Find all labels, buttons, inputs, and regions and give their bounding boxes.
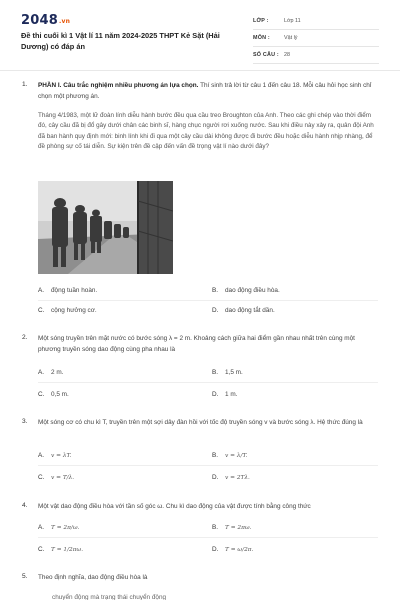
meta-key: LỚP : <box>253 18 269 24</box>
meta-key: MÔN : <box>253 35 270 41</box>
soldiers-bridge-photo <box>38 181 173 274</box>
option-b[interactable]: B. v = λ/T. <box>212 452 248 459</box>
option-b[interactable]: B. T = 2πω. <box>212 524 252 531</box>
meta-value: Vật lý <box>284 35 298 41</box>
question-text: Một sóng cơ có chu kì T, truyền trên một sợi dây đàn hồi với tốc độ truyền sóng v và bước sóng λ. Hệ thức đúng là <box>38 419 363 426</box>
question-number: 3. <box>22 418 28 425</box>
meta-key: SỐ CÂU : <box>253 52 279 58</box>
option-c[interactable]: C. T = 1/2πω. <box>38 546 84 553</box>
option-partial[interactable]: chuyển động mà trạng thái chuyển động <box>52 594 167 600</box>
meta-row-count <box>253 49 379 64</box>
meta-value: Lớp 11 <box>284 18 301 24</box>
question-1-passage: Tháng 4/1983, một lữ đoàn lính diễu hành bước đều qua cầu treo Broughton của Anh. Theo các ghi chép vào thời điểm đó, cây cầu đã bị đổ gây dưới chân các binh sĩ, hàng chục người rơi xuống nước. Sau khi điều này xảy ra, quân đội Anh đã ban hành quy định mới: binh lính khi đi qua một cây cầu dài không được đi bước đều hoặc diễu hành nhịp nhàng, để đề phòng sự cố tái diễn. Sự kiện trên đề cập đến vấn đề trọng vật lí nào dưới đây? <box>38 112 374 151</box>
question-text: PHẦN I. Câu trắc nghiệm nhiều phương án lựa chọn. Thí sinh trả lời từ câu 1 đến câu 18. Mỗi câu hỏi học sinh chỉ chọn một phương án. <box>38 82 372 100</box>
option-b[interactable]: B. 1,5 m. <box>212 369 243 376</box>
option-d[interactable]: D. dao động tắt dần. <box>212 307 275 314</box>
option-c[interactable]: C. 0,5 m. <box>38 391 69 398</box>
question-number: 5. <box>22 573 28 580</box>
option-c[interactable]: C. v = T/λ. <box>38 474 75 481</box>
option-d[interactable]: D. v = 2Tλ. <box>212 474 250 481</box>
question-number: 4. <box>22 502 28 509</box>
option-a[interactable]: A. T = 2π/ω. <box>38 524 80 531</box>
meta-row-subject <box>253 32 379 47</box>
header-divider <box>0 70 400 71</box>
site-logo[interactable]: 2048.vn <box>21 13 71 28</box>
question-text: Theo định nghĩa, dao động điều hòa là <box>38 574 148 581</box>
document-meta <box>253 15 379 66</box>
meta-value: 28 <box>284 52 290 58</box>
document-title: Đề thi cuối kì 1 Vật lí 11 năm 2024-2025 THPT Kẻ Sặt (Hải Dương) có đáp án <box>21 31 220 51</box>
question-text: Một sóng truyền trên mặt nước có bước sóng λ = 2 m. Khoảng cách giữa hai điểm gần nhau nhất trên cùng một phương truyền sóng dao động cùng pha nhau là <box>38 335 355 353</box>
option-a[interactable]: A. động tuần hoàn. <box>38 287 98 294</box>
section-heading: PHẦN I. Câu trắc nghiệm nhiều phương án lựa chọn. <box>38 82 199 89</box>
question-text: Một vật dao động điều hòa với tần số góc ω. Chu kì dao động của vật được tính bằng công thức <box>38 503 311 510</box>
option-c[interactable]: C. cộng hưởng cơ. <box>38 307 97 314</box>
meta-row-class <box>253 15 379 30</box>
question-number: 2. <box>22 334 28 341</box>
option-d[interactable]: D. T = ω/2π. <box>212 546 254 553</box>
option-divider <box>38 382 378 383</box>
option-divider <box>38 300 378 301</box>
option-divider <box>38 465 378 466</box>
option-d[interactable]: D. 1 m. <box>212 391 238 398</box>
option-b[interactable]: B. dao động điều hòa. <box>212 287 280 294</box>
question-number: 1. <box>22 81 28 88</box>
option-a[interactable]: A. 2 m. <box>38 369 64 376</box>
option-divider <box>38 537 378 538</box>
option-a[interactable]: A. v = λT. <box>38 452 72 459</box>
page-header <box>0 0 400 66</box>
